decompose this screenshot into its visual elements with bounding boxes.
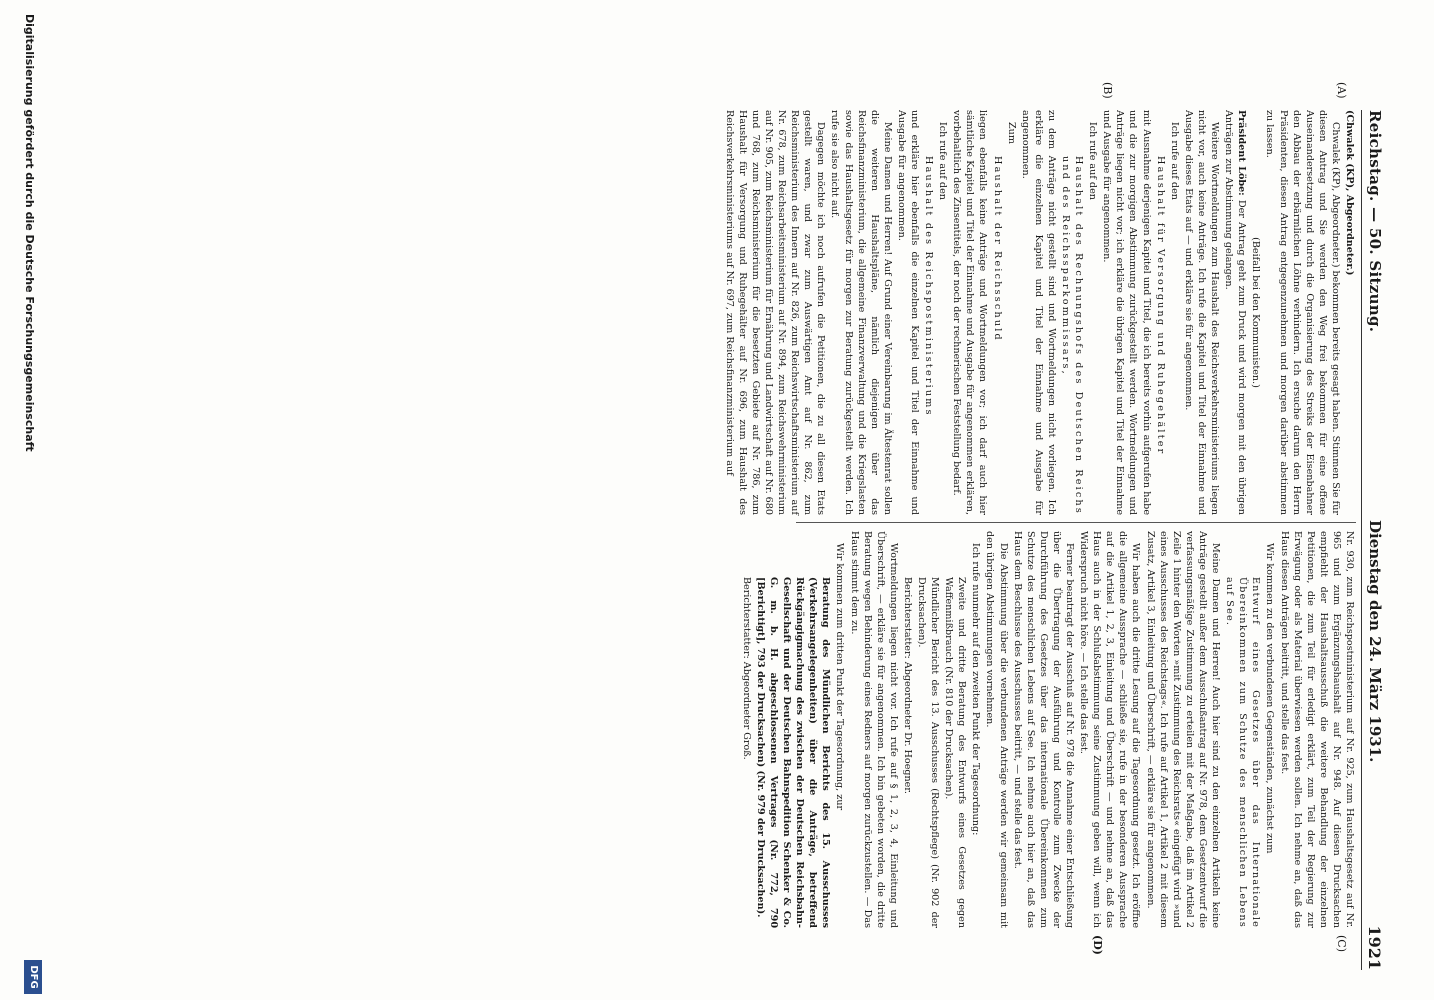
- paragraph: Nr. 930, zum Reichspostministerium auf Nr. 925, zum Haushaltsgesetz auf Nr. 965 und zum Ergänzungshaushalt auf Nr. 948. Auf diesen Drucksachen empfiehlt der Haushaltsausschuß die weitere Behandlung der einzelnen Petitionen, die zum Teil für erledigt erklärt, zum Teil der Regierung zur Erwägung oder als Material überwiesen werden sollen. Ich nehme an, daß das Haus diesen Anträgen beitritt, und stelle das fest.: [1278, 531, 1355, 928]
- right-column: [740, 522, 1356, 928]
- paragraph: Dagegen möchte ich noch aufrufen die Petitionen, die zu all diesen Etats gestellt waren, und zwar zum Auswärtigen Amt auf Nr. 862, zum Reichsministerium des Innern auf Nr. 826, zum Reichswirtschaftsministerium auf Nr. 678, zum Reichsarbeitsministerium auf Nr. 894, zum Reichswehrministerium auf Nr. 905, zum Reichsministerium für Ernährung und Landwirtschaft auf Nr. 680 und 768, zum Reichsministerium für die besetzten Gebiete auf Nr. 786, zum Haushalt für Versorgung und Ruhegehälter auf Nr. 696, zum Haushalt des Reichsverkehrsministeriums auf Nr. 697, zum Reichsfinanzministerium auf: [723, 110, 827, 515]
- paragraph: Meine Damen und Herren! Auf Grund einer Vereinbarung im Ältestenrat sollen die weiteren Haushaltspläne, nämlich diejenigen über das Reichsfinanzministerium, die allgemeine Finanzverwaltung und die Kriegslasten sowie das Haushaltsgesetz für morgen zur Beratung zurückgestellt werden. Ich rufe sie also nicht auf.: [829, 110, 893, 515]
- margin-mark-b: (B): [1101, 82, 1114, 99]
- dfg-logo-text: DFG: [28, 965, 39, 989]
- paragraph: Ferner beantragt der Ausschuß auf Nr. 978 die Annahme einer Entschließung über die Übertragung der Ausführung und Kontrolle zum Zwecke der Durchführung des Gesetzes über das internationale Übereinkommen zum Schutze des menschlichen Lebens auf See. Ich nehme auch hier an, daß das Haus dem Beschlusse des Ausschusses beitritt, — und stelle das fest.: [1011, 531, 1076, 928]
- rapporteur-note: Berichterstatter: Abgeordneter Groß.: [740, 577, 752, 760]
- paragraph: Ich rufe nunmehr auf den zweiten Punkt der Tagesordnung:: [970, 543, 982, 836]
- digitization-credit: [10, 0, 50, 1000]
- margin-mark-c: (C): [1335, 935, 1348, 952]
- paragraph: und erkläre hier ebenfalls die einzelnen Kapitel und Titel der Einnahme und Ausgabe für angenommen.: [895, 110, 920, 515]
- paragraph: Ich rufe auf den: [1168, 122, 1180, 200]
- paragraph: Ich rufe auf den: [937, 122, 949, 200]
- agenda-item: Zweite und dritte Beratung des Entwurfs eines Gesetzes gegen Waffenmißbrauch (Nr. 810 der Drucksachen).: [943, 577, 968, 928]
- paragraph: Zum: [1005, 122, 1017, 144]
- applause-note: (Beifall bei den Kommunisten.): [1250, 237, 1262, 388]
- dfg-logo: [24, 960, 42, 994]
- margin-mark-d: (D): [1091, 935, 1104, 955]
- paragraph: Wortmeldungen liegen nicht vor. Ich rufe auf § 1, 2, 3, 4, Einleitung und Überschrift, — erkläre sie für angenommen. Ich bin gebeten worden, die dritte Beratung wegen Behinderung eines Redners auf morgen zurückzustellen. — Das Haus stimmt dem zu.: [848, 531, 899, 928]
- page-number: 1921: [1365, 925, 1384, 970]
- agenda-item: Beratung des Mündlichen Berichts des 15. Ausschusses (Verkehrsangelegenheiten) über die Anträge, betreffend Rückgängigmachung des zwischen der Deutschen Reichsbahn-Gesellschaft und der Deutschen Bahnspedition Schenker & Co. G. m. b. H. abgeschlossenen Vertrages (Nr. 772, 790 [Berichtigt], 793 der Drucksachen) (Nr. 979 der Drucksachen).: [754, 577, 832, 928]
- report-note: Mündlicher Bericht des 13. Ausschusses (Rechtspflege) (Nr. 902 der Drucksachen).: [916, 577, 941, 928]
- agenda-item: Haushalt des Reichspostministeriums: [923, 156, 935, 417]
- margin-mark-a: (A): [1335, 82, 1348, 99]
- speaker-label: [1222, 110, 1248, 515]
- header-left-title: Reichstag. — 50. Sitzung.: [1366, 110, 1384, 333]
- paragraph: liegen ebenfalls keine Anträge und Wortmeldungen vor; ich darf auch hier sämtliche Kapitel und Titel der Einnahme und Ausgabe für angenommen erklären, vorbehaltlich des Zinsentitels, der noch der rechnerischen Feststellung bedarf.: [951, 110, 989, 515]
- rapporteur-note: Berichterstatter: Abgeordneter Dr. Hoegner.: [901, 577, 913, 794]
- paragraph: Wir kommen zum dritten Punkt der Tagesordnung, zur: [834, 543, 846, 811]
- agenda-item: Haushalt des Rechnungshofs des Deutschen Reichs und des Reichssparkommissars,: [1060, 156, 1085, 515]
- paragraph: zu dem Anträge nicht gestellt sind und Wortmeldungen nicht vorliegen. Ich erkläre die einzelnen Kapitel und Titel der Einnahme und Ausgabe für angenommen.: [1019, 110, 1057, 515]
- speaker-name: Präsident Löbe:: [1236, 110, 1248, 196]
- paragraph: Chwalek (KP), Abgeordneter.) bekommen bereits gesagt haben. Stimmen Sie für diesen Antrag und Sie werden den Weg frei bekommen für eine offene Auseinandersetzung und durch die Organisierung des Streiks der Eisenbahner den Abbau der erbärmlichen Löhne verhindern. Ich ersuche darum den Herrn Präsidenten, diesen Antrag entgegenzunehmen und morgen darüber abstimmen zu lassen.: [1264, 110, 1341, 515]
- agenda-item: Haushalt der Reichsschuld: [991, 156, 1003, 342]
- paragraph: Wir haben auch die dritte Lesung auf die Tagesordnung gesetzt. Ich eröffne die allgemeine Aussprache — schließe sie, rufe in der besonderen Aussprache auf die Artikel 1, 2, 3, Einleitung und Überschrift — und nehme an, daß das Haus auch in der Schlußabstimmung seine Zustimmung geben will, wenn ich Widerspruch nicht höre. — Ich stelle das fest.: [1078, 531, 1142, 928]
- paragraph: Weitere Wortmeldungen zum Haushalt des Reichsverkehrsministeriums liegen nicht vor, auch keine Anträge. Ich rufe die Kapitel und Titel der Einnahme und Ausgabe dieses Etats auf — und erkläre sie für angenommen.: [1182, 110, 1221, 515]
- header-date: Dienstag den 24. März 1931.: [1366, 520, 1384, 763]
- agenda-item: Entwurf eines Gesetzes über das Internationale Übereinkommen zum Schutze des menschlichen Lebens auf See.: [1224, 577, 1262, 928]
- paragraph: Meine Damen und Herren! Auch hier sind zu den einzelnen Artikeln keine Anträge gestellt außer dem Ausschußantrag auf Nr. 978, dem Gesetzentwurf die verfassungsmäßige Zustimmung zu erteilen mit der Maßgabe, daß im Artikel 2 Zeile 1 hinter den Worten »mit Zustimmung des Reichsrats« eingefügt wird »und eines Ausschusses des Reichstags«. Ich rufe auf Artikel 1, Artikel 2 mit diesem Zusatz, Artikel 3, Einleitung und Überschrift, — erkläre sie für angenommen.: [1144, 531, 1222, 928]
- agenda-item: Haushalt für Versorgung und Ruhegehälter: [1154, 156, 1166, 456]
- paragraph: Wir kommen zu den verbundenen Gegenständen, zunächst zum: [1264, 543, 1276, 854]
- paragraph: Die Abstimmung über die verbundenen Anträge werden wir gemeinsam mit den übrigen Abstimmungen vornehmen.: [984, 531, 1009, 928]
- paragraph-text: Der Antrag geht zum Druck und wird morgen mit den übrigen Anträgen zur Abstimmung gelangen.: [1223, 110, 1248, 515]
- left-column: [723, 110, 1356, 515]
- paragraph: mit Ausnahme derjenigen Kapitel und Titel, die ich bereits vorhin aufgerufen habe und die zur morgigen Abstimmung zurückgestellt werden. Wortmeldungen und Anträge liegen nicht vor; ich erkläre die übrigen Kapitel und Titel der Einnahme und Ausgabe für angenommen.: [1101, 110, 1152, 515]
- speaker-label: (Chwalek (KP), Abgeordneter.): [1344, 110, 1355, 276]
- digitization-credit-text: Digitalisierung gefördert durch die Deutsche Forschungsgemeinschaft: [23, 14, 36, 452]
- page-header: [1361, 110, 1384, 970]
- paragraph: Ich rufe auf den: [1087, 122, 1099, 200]
